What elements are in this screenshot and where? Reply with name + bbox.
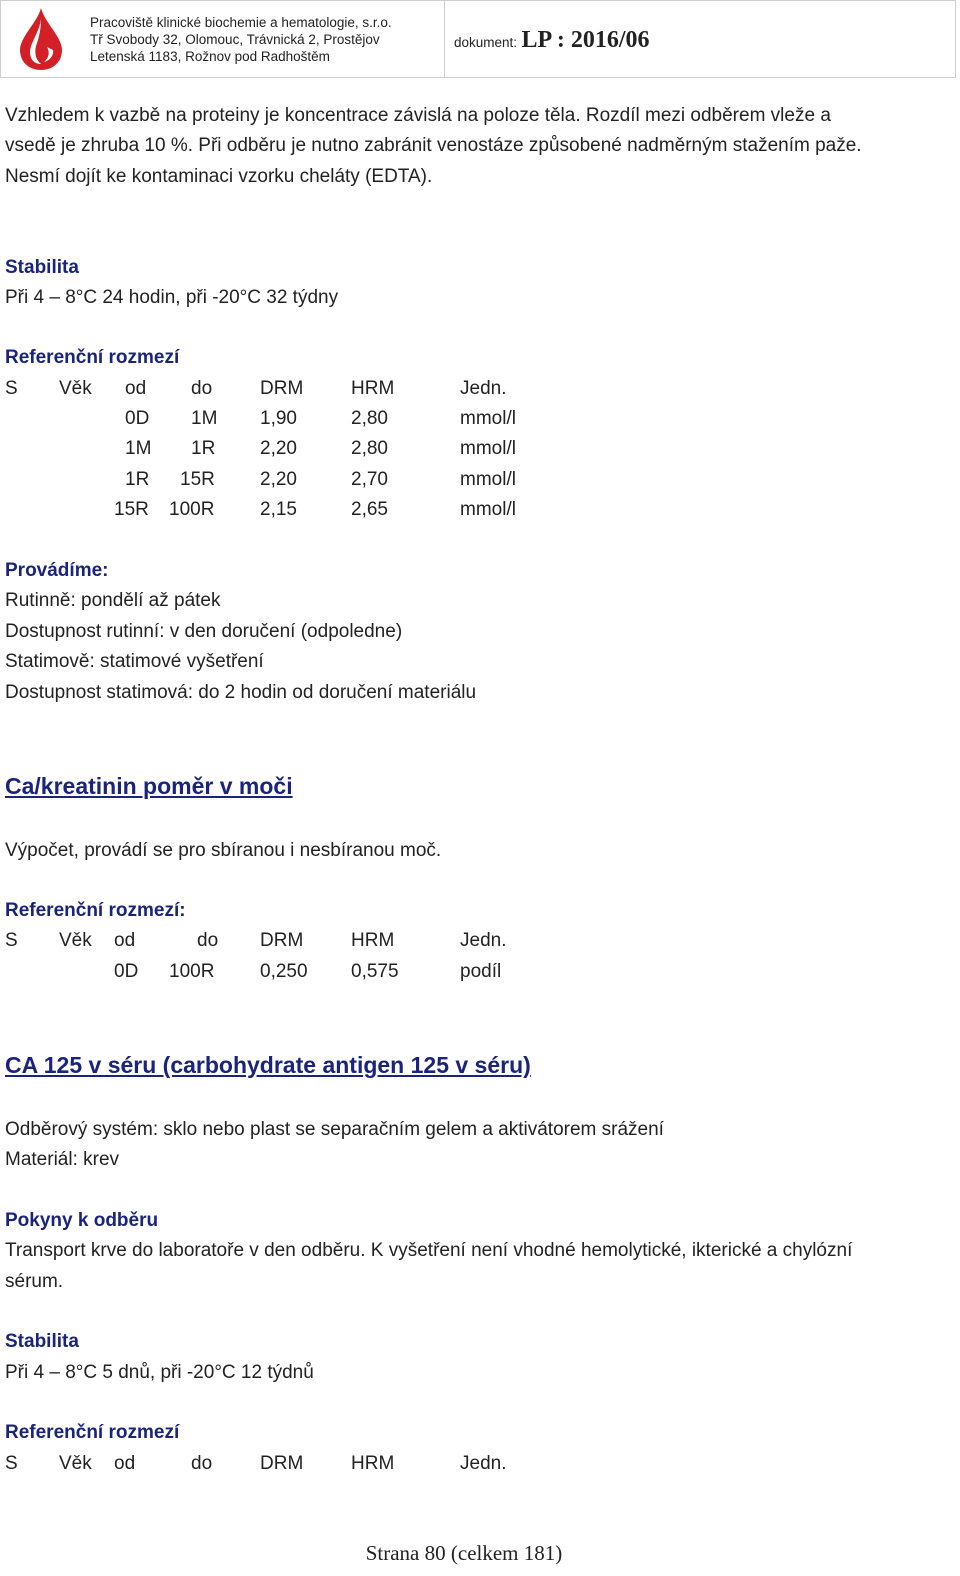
blood-drop-logo-icon — [17, 7, 65, 71]
cell-from: 15R — [114, 499, 149, 520]
reference-range-heading: Referenční rozmezí — [5, 347, 180, 368]
col-header-hrm: HRM — [351, 1453, 395, 1474]
col-header-unit: Jedn. — [460, 378, 507, 399]
page-number: Strana 80 (celkem 181) — [365, 1541, 563, 1565]
document-id — [454, 27, 650, 54]
section-title-ca-creatinine: Ca/kreatinin poměr v moči — [5, 773, 293, 799]
org-line: Letenská 1183, Rožnov pod Radhoštěm — [90, 49, 330, 64]
org-line: Pracoviště klinické biochemie a hematologie, s.r.o. — [90, 15, 392, 30]
col-header-to: do — [191, 1453, 213, 1474]
cell-drm: 2,20 — [260, 469, 297, 490]
header-right-cell — [445, 1, 955, 77]
pokyny-line: Transport krve do laboratoře v den odběru. K vyšetření není vhodné hemolytické, ikterické a chylózní — [5, 1240, 853, 1261]
col-header-drm: DRM — [260, 1453, 304, 1474]
col-header-unit: Jedn. — [460, 1453, 507, 1474]
intro-line: Vzhledem k vazbě na proteiny je koncentrace závislá na poloze těla. Rozdíl mezi odběrem vleže a — [5, 105, 831, 126]
material-text: Materiál: krev — [5, 1149, 120, 1170]
col-header-from: od — [114, 1453, 136, 1474]
stabilita-heading: Stabilita — [5, 1331, 79, 1352]
cell-to: 1R — [191, 438, 216, 459]
cell-from: 1M — [125, 438, 152, 459]
provadime-line: Dostupnost rutinní: v den doručení (odpoledne) — [5, 621, 403, 642]
organization-address — [90, 14, 392, 65]
col-header-drm: DRM — [260, 378, 304, 399]
cell-to: 15R — [180, 469, 215, 490]
section-title-ca125: CA 125 v séru (carbohydrate antigen 125 v séru) — [5, 1052, 531, 1078]
cell-to: 100R — [169, 961, 215, 982]
col-header-age: Věk — [59, 930, 92, 951]
cell-drm: 2,20 — [260, 438, 297, 459]
col-header-to: do — [197, 930, 219, 951]
cell-drm: 2,15 — [260, 499, 297, 520]
col-header-s: S — [5, 1453, 18, 1474]
cell-unit: mmol/l — [460, 469, 516, 490]
reference-range-heading: Referenční rozmezí: — [5, 900, 186, 921]
org-line: Tř Svobody 32, Olomouc, Trávnická 2, Prostějov — [90, 32, 380, 47]
provadime-line: Dostupnost statimová: do 2 hodin od doručení materiálu — [5, 682, 477, 703]
reference-range-heading: Referenční rozmezí — [5, 1422, 180, 1443]
pokyny-line: sérum. — [5, 1271, 64, 1292]
header-left-cell — [1, 1, 445, 77]
document-label: dokument: — [454, 35, 518, 50]
intro-line: vsedě je zhruba 10 %. Při odběru je nutno zabránit venostáze způsobené nadměrným stažením paže. — [5, 135, 862, 156]
col-header-age: Věk — [59, 378, 92, 399]
cell-hrm: 2,80 — [351, 438, 388, 459]
cell-unit: mmol/l — [460, 438, 516, 459]
provadime-line: Statimově: statimové vyšetření — [5, 651, 264, 672]
provadime-heading: Provádíme: — [5, 560, 109, 581]
cell-from: 0D — [125, 408, 150, 429]
col-header-s: S — [5, 930, 18, 951]
calculation-text: Výpočet, provádí se pro sbíranou i nesbíranou moč. — [5, 840, 442, 861]
stabilita-text: Při 4 – 8°C 24 hodin, při -20°C 32 týdny — [5, 287, 339, 308]
provadime-line: Rutinně: pondělí až pátek — [5, 590, 221, 611]
cell-from: 1R — [125, 469, 150, 490]
document-number: LP : 2016/06 — [521, 27, 650, 53]
col-header-age: Věk — [59, 1453, 92, 1474]
pokyny-heading: Pokyny k odběru — [5, 1210, 159, 1231]
col-header-from: od — [114, 930, 136, 951]
cell-from: 0D — [114, 961, 139, 982]
col-header-unit: Jedn. — [460, 930, 507, 951]
col-header-to: do — [191, 378, 213, 399]
col-header-s: S — [5, 378, 18, 399]
stabilita-text: Při 4 – 8°C 5 dnů, při -20°C 12 týdnů — [5, 1362, 314, 1383]
cell-unit: mmol/l — [460, 499, 516, 520]
cell-to: 1M — [191, 408, 218, 429]
cell-hrm: 2,80 — [351, 408, 388, 429]
intro-line: Nesmí dojít ke kontaminaci vzorku cheláty (EDTA). — [5, 166, 433, 187]
cell-unit: podíl — [460, 961, 502, 982]
cell-drm: 1,90 — [260, 408, 297, 429]
col-header-hrm: HRM — [351, 930, 395, 951]
document-header — [0, 0, 956, 78]
collection-system-text: Odběrový systém: sklo nebo plast se separačním gelem a aktivátorem srážení — [5, 1119, 664, 1140]
cell-hrm: 0,575 — [351, 961, 399, 982]
cell-unit: mmol/l — [460, 408, 516, 429]
cell-hrm: 2,70 — [351, 469, 388, 490]
col-header-from: od — [125, 378, 147, 399]
col-header-drm: DRM — [260, 930, 304, 951]
stabilita-heading: Stabilita — [5, 257, 79, 278]
col-header-hrm: HRM — [351, 378, 395, 399]
cell-drm: 0,250 — [260, 961, 308, 982]
cell-hrm: 2,65 — [351, 499, 388, 520]
cell-to: 100R — [169, 499, 215, 520]
